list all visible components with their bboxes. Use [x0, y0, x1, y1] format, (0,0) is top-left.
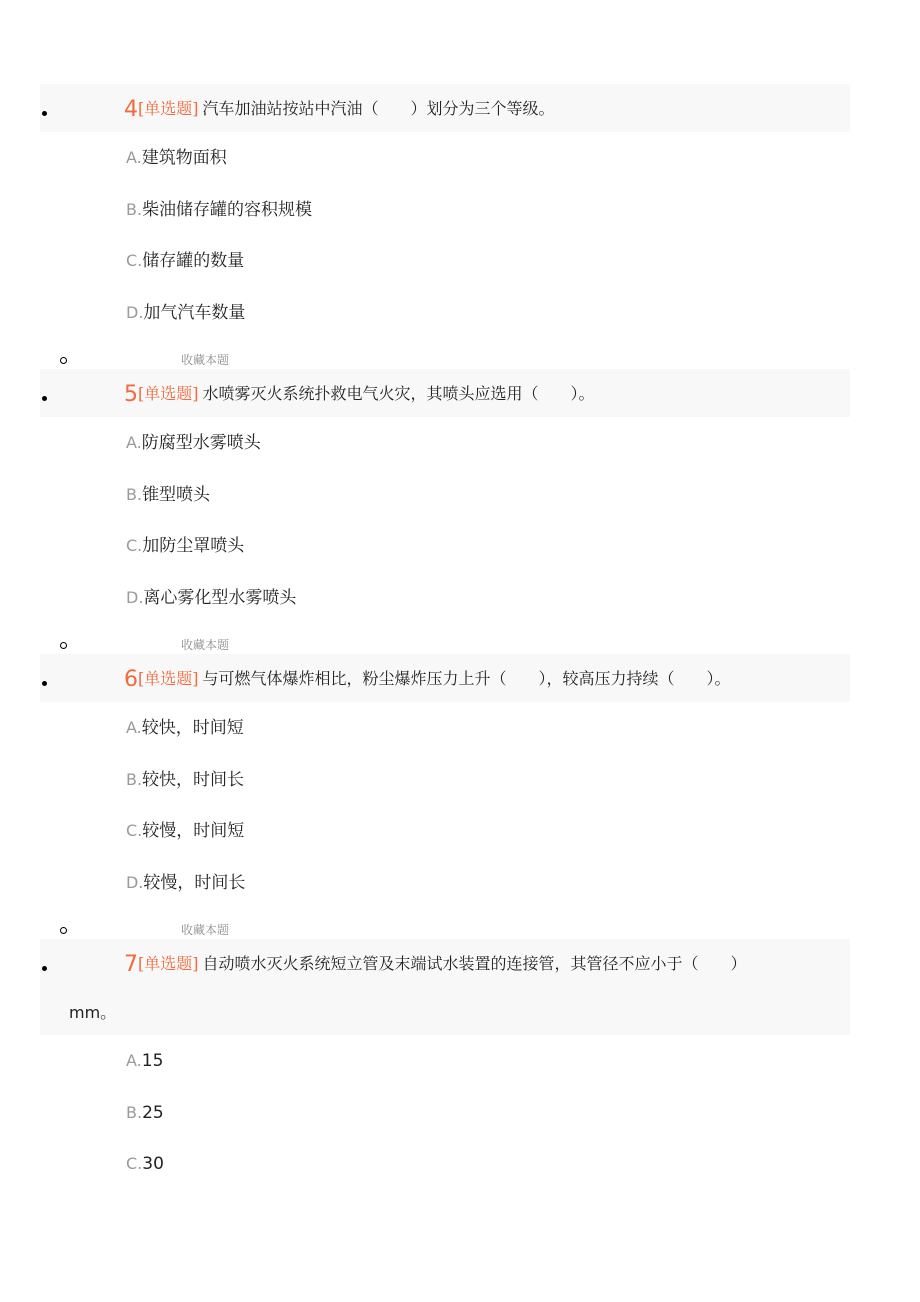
option-letter: D.	[126, 303, 144, 322]
option-b[interactable]	[126, 198, 312, 222]
question-text: 水喷雾灭火系统扑救电气火灾，其喷头应选用（ ）。	[202, 384, 595, 403]
option-text: 加气汽车数量	[143, 303, 246, 323]
question-type: [单选题]	[138, 99, 199, 118]
option-a[interactable]	[126, 1049, 163, 1073]
option-d[interactable]	[126, 871, 245, 895]
option-b[interactable]	[126, 483, 210, 507]
question-number: 5	[124, 382, 138, 407]
favorite-link[interactable]: 收藏本题	[181, 638, 230, 652]
option-letter: C.	[126, 251, 143, 270]
option-a[interactable]	[126, 431, 261, 455]
bullet-icon	[42, 966, 47, 971]
option-letter: C.	[126, 821, 143, 840]
question-title	[124, 382, 595, 407]
option-letter: B.	[126, 1103, 143, 1122]
circle-bullet-icon	[60, 642, 67, 649]
question-header	[40, 84, 850, 132]
option-text: 较快，时间长	[142, 770, 245, 790]
question-title	[124, 667, 731, 692]
question-text: 汽车加油站按站中汽油（ ）划分为三个等级。	[202, 99, 555, 118]
question-type: [单选题]	[138, 669, 199, 688]
option-text: 离心雾化型水雾喷头	[143, 588, 297, 608]
option-letter: B.	[126, 200, 143, 219]
option-letter: A.	[126, 433, 142, 452]
question-number: 6	[124, 667, 138, 692]
bullet-icon	[42, 111, 47, 116]
option-letter: A.	[126, 718, 142, 737]
option-text: 锥型喷头	[142, 485, 211, 505]
option-text: 较快，时间短	[141, 718, 244, 738]
option-c[interactable]	[126, 534, 244, 558]
option-text: 储存罐的数量	[142, 251, 245, 271]
option-letter: A.	[126, 1051, 142, 1070]
option-letter: C.	[126, 1154, 143, 1173]
option-text: 较慢，时间短	[142, 821, 245, 841]
option-text: 防腐型水雾喷头	[141, 433, 261, 453]
option-letter: A.	[126, 148, 142, 167]
option-a[interactable]	[126, 146, 227, 170]
bullet-icon	[42, 396, 47, 401]
option-letter: D.	[126, 873, 144, 892]
question-header	[40, 939, 850, 1035]
option-letter: B.	[126, 770, 143, 789]
question-type: [单选题]	[138, 384, 199, 403]
question-header	[40, 654, 850, 702]
option-letter: D.	[126, 588, 144, 607]
option-text: 15	[141, 1051, 164, 1071]
question-text: 与可燃气体爆炸相比，粉尘爆炸压力上升（ ），较高压力持续（ ）。	[202, 669, 731, 688]
option-d[interactable]	[126, 301, 245, 325]
option-c[interactable]	[126, 1152, 164, 1176]
question-number: 4	[124, 97, 138, 122]
option-text: 30	[142, 1154, 164, 1174]
question-title	[124, 97, 555, 122]
option-b[interactable]	[126, 768, 244, 792]
option-d[interactable]	[126, 586, 296, 610]
option-letter: C.	[126, 536, 143, 555]
favorite-link[interactable]: 收藏本题	[181, 923, 230, 937]
circle-bullet-icon	[60, 357, 67, 364]
option-c[interactable]	[126, 249, 244, 273]
question-text-continued: mm。	[69, 1003, 117, 1022]
bullet-icon	[42, 681, 47, 686]
option-b[interactable]	[126, 1101, 164, 1125]
option-text: 加防尘罩喷头	[142, 536, 245, 556]
question-text: 自动喷水灭火系统短立管及末端试水装置的连接管，其管径不应小于（ ）	[202, 954, 747, 973]
question-number: 7	[124, 952, 138, 977]
option-text: 25	[142, 1103, 164, 1123]
circle-bullet-icon	[60, 927, 67, 934]
option-c[interactable]	[126, 819, 244, 843]
option-letter: B.	[126, 485, 143, 504]
option-text: 较慢，时间长	[143, 873, 246, 893]
favorite-link[interactable]: 收藏本题	[181, 353, 230, 367]
option-text: 建筑物面积	[141, 148, 227, 168]
question-title	[124, 952, 747, 977]
question-type: [单选题]	[138, 954, 199, 973]
option-text: 柴油储存罐的容积规模	[142, 200, 313, 220]
option-a[interactable]	[126, 716, 244, 740]
question-header	[40, 369, 850, 417]
